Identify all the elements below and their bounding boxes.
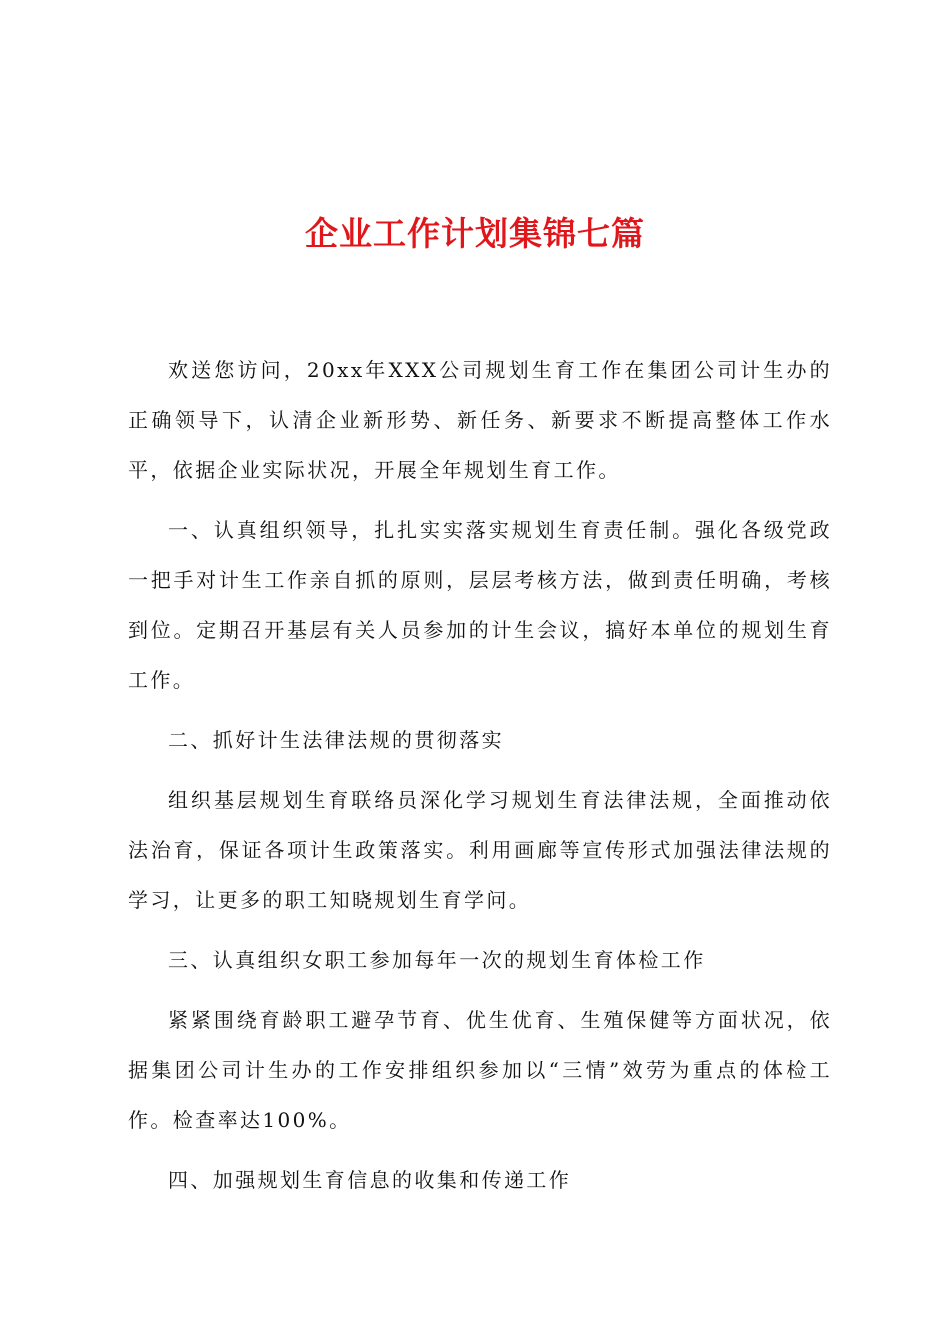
document-body: [128, 345, 832, 1215]
heading-section-3: 三、认真组织女职工参加每年一次的规划生育体检工作: [168, 948, 706, 972]
paragraph-section-3: 紧紧围绕育龄职工避孕节育、优生优育、生殖保健等方面状况，依据集团公司计生办的工作安排组织参加以“三情”效劳为重点的体检工作。检查率达100%。: [128, 1008, 832, 1132]
paragraph-intro: 欢送您访问，20xx年XXX公司规划生育工作在集团公司计生办的正确领导下，认清企业新形势、新任务、新要求不断提高整体工作水平，依据企业实际状况，开展全年规划生育工作。: [128, 358, 832, 482]
paragraph-section-2: 组织基层规划生育联络员深化学习规划生育法律法规，全面推动依法治育，保证各项计生政策落实。利用画廊等宣传形式加强法律法规的学习，让更多的职工知晓规划生育学问。: [128, 788, 832, 912]
document-title: 企业工作计划集锦七篇: [305, 214, 645, 253]
paragraph-section-1: 一、认真组织领导，扎扎实实落实规划生育责任制。强化各级党政一把手对计生工作亲自抓的原则，层层考核方法，做到责任明确，考核到位。定期召开基层有关人员参加的计生会议，搞好本单位的规划生育工作。: [128, 518, 832, 692]
heading-section-2: 二、抓好计生法律法规的贯彻落实: [168, 728, 504, 752]
heading-section-4: 四、加强规划生育信息的收集和传递工作: [168, 1168, 572, 1192]
